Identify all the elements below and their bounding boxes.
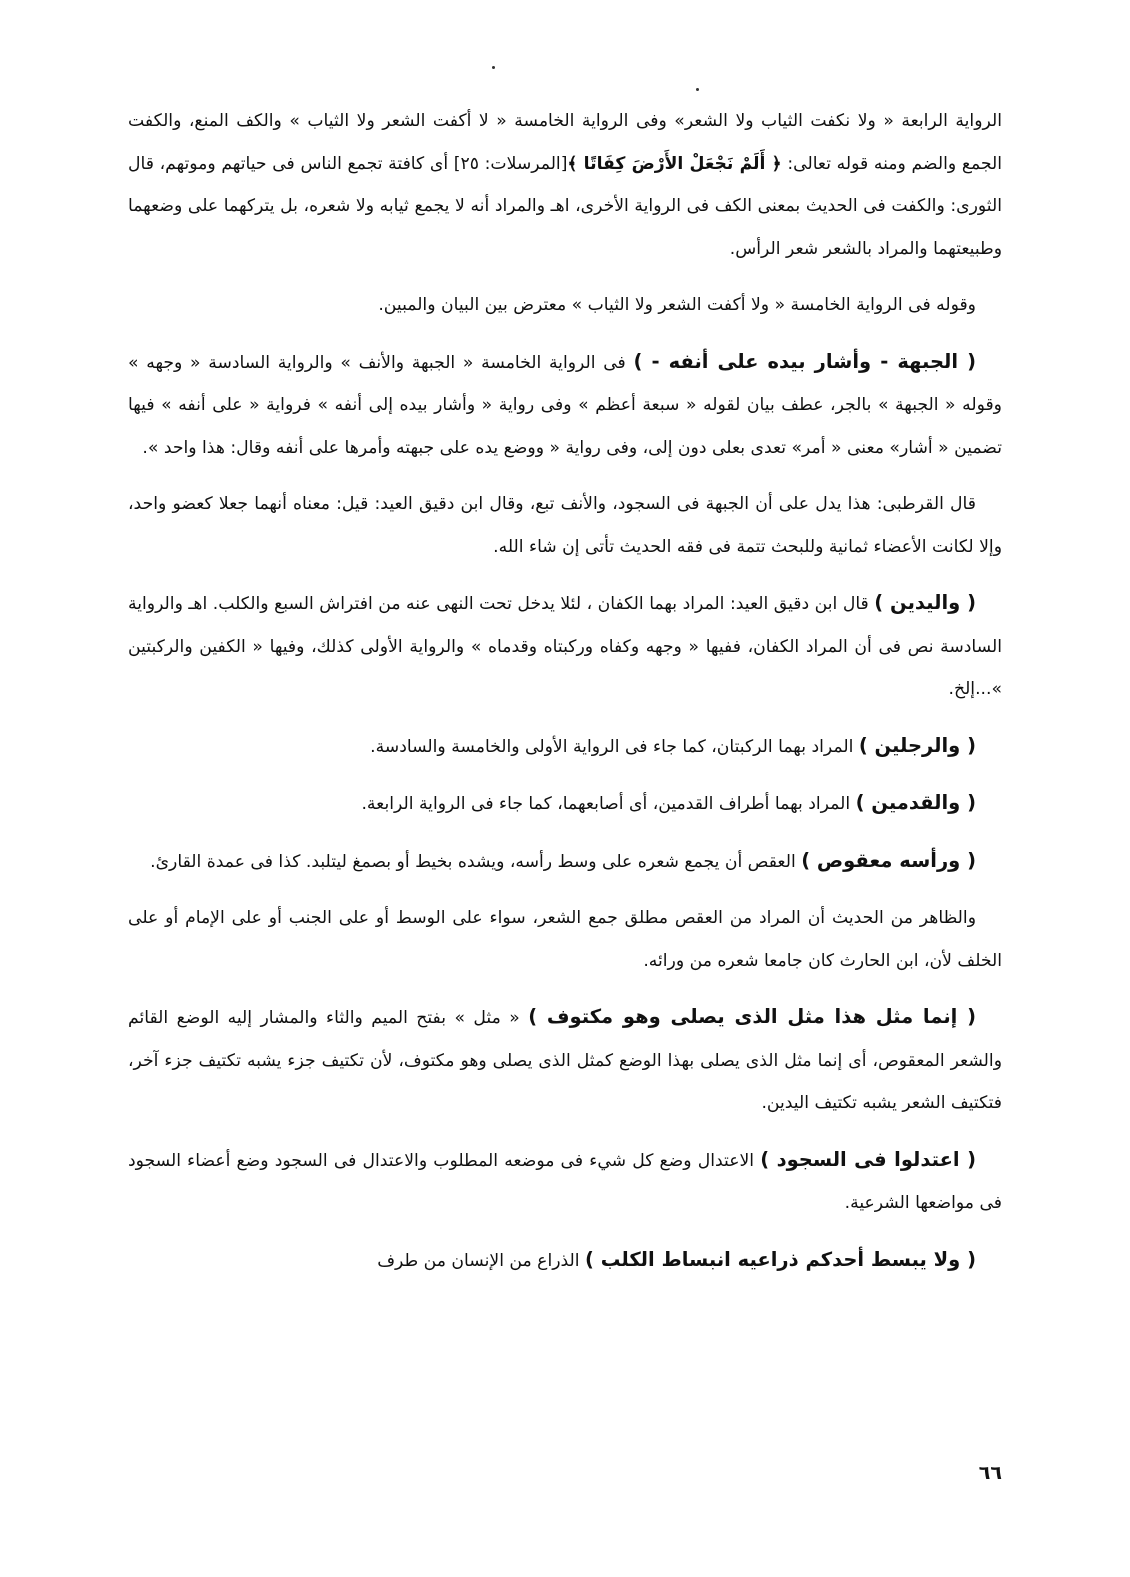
body-text: قال القرطبى: هذا يدل على أن الجبهة فى السجود، والأنف تبع، وقال ابن دقيق العيد: قيل: معناه أنهما جعلا كعضو واحد، وإلا لكانت الأعضاء ثمانية وللبحث تتمة فى فقه الحديث تأتى إن شاء الله. [128,494,1002,557]
paragraph [128,100,1002,270]
paragraph [128,1139,1002,1225]
body-text: المراد بهما الركبتان، كما جاء فى الرواية الأولى والخامسة والسادسة. [370,736,859,757]
body-text: الاعتدال وضع كل شيء فى موضعه المطلوب والاعتدال فى السجود وضع أعضاء السجود فى مواضعها الشرعية. [128,1150,1002,1213]
body-text: والظاهر من الحديث أن المراد من العقص مطلق جمع الشعر، سواء على الوسط أو على الجنب أو على الإمام أو على الخلف لأن، ابن الحارث كان جامعا شعره من ورائه. [128,908,1002,971]
scan-dot [492,66,495,69]
body-text: المراد بهما أطراف القدمين، أى أصابعهما، كما جاء فى الرواية الرابعة. [361,794,856,814]
body-text: فى الرواية الخامسة « الجبهة والأنف » والرواية السادسة « وجهه » وقوله « الجبهة » بالجر، عطف بيان لقوله « سبعة أعظم » وفى رواية « وأشار بيده إلى أنفه » فرواية « على أنفه » فيها تضمين « أشار» معنى « أمر» تعدى بعلى دون إلى، وفى رواية « ووضع يده على جبهته وأمرها على أنفه وقال: هذا واحد ». [128,352,1002,458]
paragraph [128,897,1002,982]
page-body [128,100,1002,1296]
heading-term: ( إنما مثل هذا مثل الذى يصلى وهو مكتوف ) [528,1005,977,1028]
heading-term: ( الجبهة - وأشار بيده على أنفه - ) [633,349,976,373]
heading-term: ( والقدمين ) [855,791,976,814]
body-text: « مثل » بفتح الميم والثاء والمشار إليه الوضع القائم والشعر المعقوص، أى إنما مثل الذى يصلى بهذا الوضع كمثل الذى يصلى وهو مكتوف، لأن تكتيف جزء يشبه تكتيف جزء آخر، فتكتيف الشعر يشبه تكتيف اليدين. [128,1008,1002,1113]
paragraph [128,284,1002,327]
body-text: العقص أن يجمع شعره على وسط رأسه، ويشده بخيط أو بصمغ ليتلبد. كذا فى عمدة القارئ. [150,851,802,872]
paragraph [128,782,1002,826]
body-text: الذراع من الإنسان من طرف [377,1250,586,1271]
heading-term: ( واليدين ) [874,591,976,614]
body-text: وقوله فى الرواية الخامسة « ولا أكفت الشعر ولا الثياب » معترض بين البيان والمبين. [378,295,976,315]
heading-term: ( ورأسه معقوص ) [801,848,976,872]
heading-term: ( اعتدلوا فى السجود ) [760,1147,976,1171]
paragraph [128,840,1002,884]
body-text: قال ابن دقيق العيد: المراد بهما الكفان ، لئلا يدخل تحت النهى عنه من افتراش السبع والكلب. اهـ والرواية السادسة نص فى أن المراد الكفان، ففيها « وجهه وكفاه وركبتاه وقدماه » والرواية الأولى كذلك، وفيها « الكفين والركبتين »...إلخ. [128,594,1002,699]
paragraph [128,996,1002,1125]
paragraph [128,341,1002,470]
paragraph [128,483,1002,568]
page-number: ٦٦ [978,1462,1002,1484]
paragraph [128,1239,1002,1283]
paragraph [128,725,1002,769]
quran-verse: ﴿ أَلَمْ نَجْعَلْ الأَرْضَ كِفَاتًا ﴾ [567,153,782,174]
heading-term: ( والرجلين ) [858,733,976,757]
paragraph [128,582,1002,711]
scan-dot [696,88,699,91]
body-text: الرواية الرابعة « ولا نكفت الثياب ولا الشعر» وفى الرواية الخامسة « لا أكفت الشعر ولا الثياب » والكف المنع، والكفت الجمع والضم ومنه قوله تعالى: [128,111,1003,174]
body-text: [المرسلات: ٢٥] أى كافتة تجمع الناس فى حياتهم وموتهم، قال الثورى: والكفت فى الحديث بمعنى الكف فى الرواية الأخرى، اهـ والمراد أنه لا يجمع ثيابه ولا شعره، بل يتركهما على وضعهما وطبيعتهما والمراد بالشعر شعر الرأس. [128,153,1002,259]
heading-term: ( ولا يبسط أحدكم ذراعيه انبساط الكلب ) [585,1247,976,1271]
